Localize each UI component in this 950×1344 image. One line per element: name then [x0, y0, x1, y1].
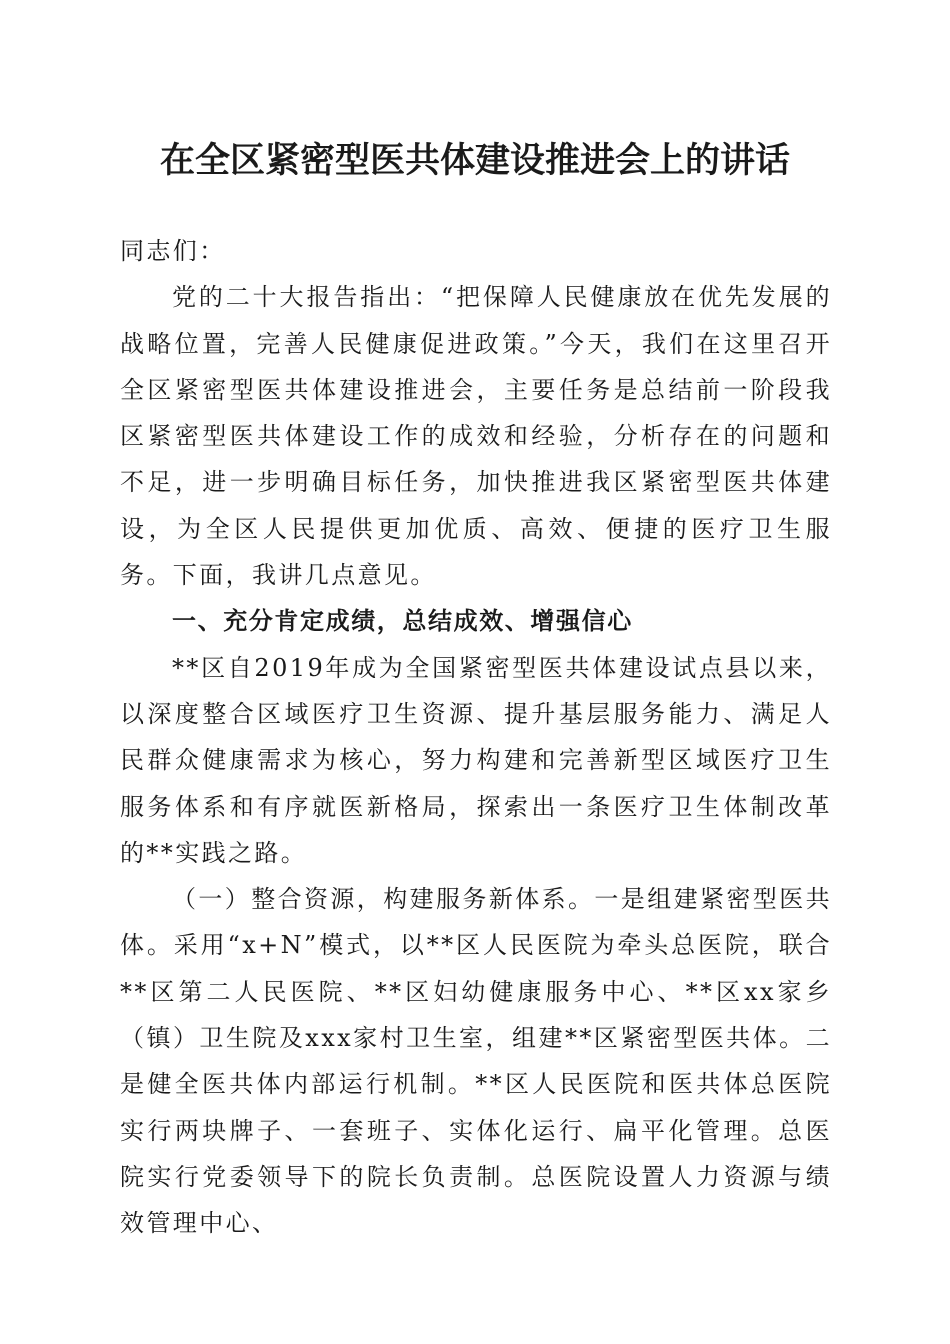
subsection-1-body: 一是组建紧密型医共体。采用“x+N”模式，以**区人民医院为牵头总医院，联合**区第二人民医院、**区妇幼健康服务中心、**区xx家乡（镇）卫生院及xxx家村卫生室，组建**区紧密型医共体。二是健全医共体内部运行机制。**区人民医院和医共体总医院实行两块牌子、一套班子、实体化运行、扁平化管理。总医院实行党委领导下的院长负责制。总医院设置人力资源与绩效管理中心、	[120, 885, 833, 1238]
subsection-1-paragraph	[120, 876, 832, 1246]
intro-paragraph: 党的二十大报告指出：“把保障人民健康放在优先发展的战略位置，完善人民健康促进政策。”今天，我们在这里召开全区紧密型医共体建设推进会，主要任务是总结前一阶段我区紧密型医共体建设工作的成效和经验，分析存在的问题和不足，进一步明确目标任务，加快推进我区紧密型医共体建设，为全区人民提供更加优质、高效、便捷的医疗卫生服务。下面，我讲几点意见。	[120, 283, 832, 590]
document-body	[120, 228, 832, 1247]
section-1-paragraph: **区自2019年成为全国紧密型医共体建设试点县以来，以深度整合区域医疗卫生资源、提升基层服务能力、满足人民群众健康需求为核心，努力构建和完善新型区域医疗卫生服务体系和有序就医新格局，探索出一条医疗卫生体制改革的**实践之路。	[120, 653, 832, 867]
salutation: 同志们：	[120, 237, 226, 265]
document-title: 在全区紧密型医共体建设推进会上的讲话	[159, 140, 790, 181]
subsection-heading-1: （一）整合资源，构建服务新体系。	[172, 885, 595, 914]
section-heading-1: 一、充分肯定成绩，总结成效、增强信心	[172, 607, 633, 636]
